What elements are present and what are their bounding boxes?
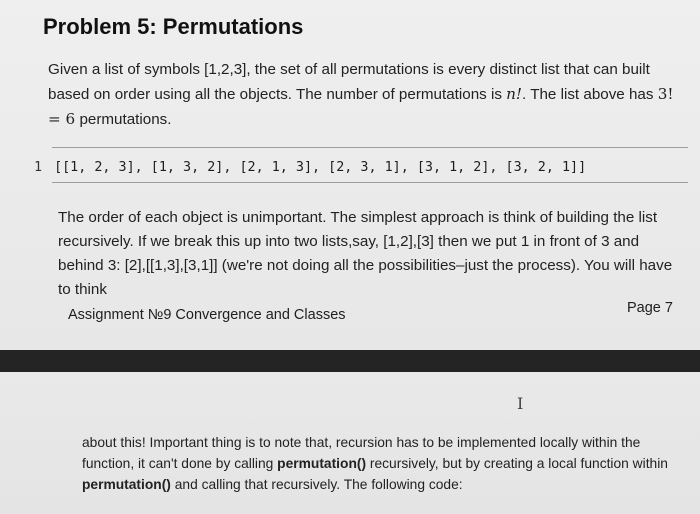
footer-page-number: Page 7 [627, 300, 673, 316]
math-three-factorial: 3! = 6 [48, 85, 674, 128]
code-block-bottom-rule [52, 182, 688, 183]
code-line-number: 1 [34, 160, 43, 175]
code-block [34, 160, 586, 175]
text-cursor-icon: I [517, 394, 524, 413]
intro-text-a: Given a list of symbols [1,2,3], the set of all permutations is every distinct list that can built based on order using all the objects. The number of permutations is [48, 61, 650, 103]
intro-text-c: permutations. [75, 111, 172, 128]
explanation-paragraph: The order of each object is unimportant. The simplest approach is think of building the list recursively. If we break this up into two lists,say, [1,2],[3] then we put 1 in front of 3 and behind 3: [2],[[1,3],[3,1]] (we're not doing all the possibilities–just the process). You will have to think [58, 209, 673, 298]
code-block-top-rule [52, 147, 688, 148]
page-break-gap [0, 350, 700, 372]
intro-paragraph [48, 58, 688, 132]
continuation-text-a: about this! Important thing is to note that, recursion has to be implemented locally within the function, it can't done by calling [82, 435, 641, 471]
permutation-function-ref-2: permutation() [82, 477, 171, 492]
continuation-text-b: recursively, but by creating a local function within [366, 456, 668, 471]
continuation-paragraph [82, 432, 682, 495]
math-n-factorial: n! [506, 85, 523, 103]
continuation-text-c: and calling that recursively. The following code: [170, 477, 463, 492]
intro-text-b: . The list above has [522, 86, 658, 103]
footer-assignment-title: Assignment №9 Convergence and Classes [68, 307, 346, 323]
code-line-text: [[1, 2, 3], [1, 3, 2], [2, 1, 3], [2, 3, 1], [3, 1, 2], [3, 2, 1]] [54, 160, 587, 175]
problem-title: Problem 5: Permutations [43, 14, 304, 39]
permutation-function-ref-1: permutation() [277, 456, 367, 471]
